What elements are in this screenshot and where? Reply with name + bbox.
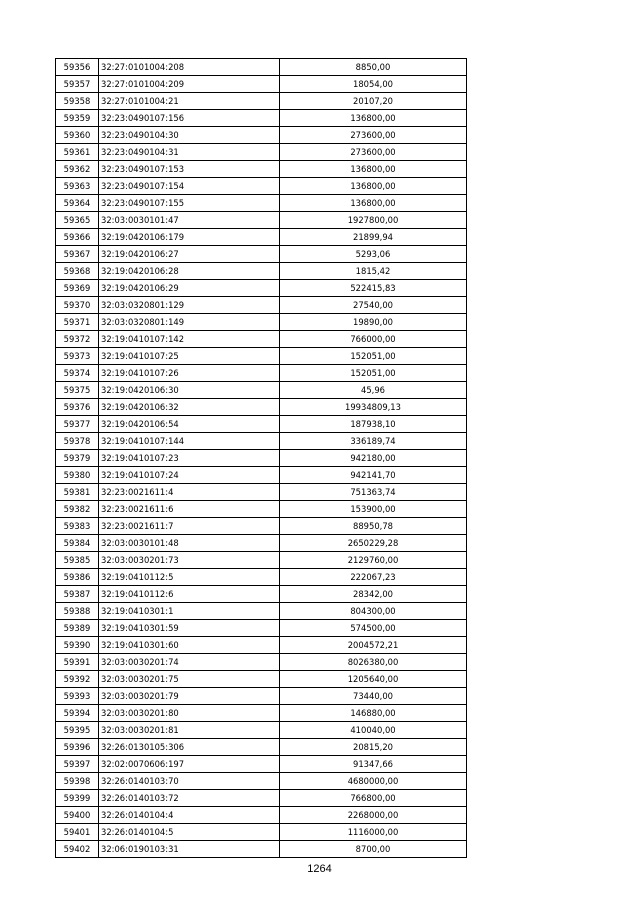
row-number-cell: 59392 [56,671,99,688]
table-row [56,76,467,93]
value-cell: 45,96 [280,382,467,399]
row-number-cell: 59389 [56,620,99,637]
row-number-cell: 59368 [56,263,99,280]
cadastral-number-cell: 32:23:0490107:153 [99,161,280,178]
cadastral-number-cell: 32:02:0070606:197 [99,756,280,773]
value-cell: 8700,00 [280,841,467,858]
cadastral-number-cell: 32:23:0490107:155 [99,195,280,212]
cadastral-number-cell: 32:23:0021611:7 [99,518,280,535]
row-number-cell: 59397 [56,756,99,773]
cadastral-number-cell: 32:19:0410301:1 [99,603,280,620]
table-row [56,399,467,416]
cadastral-number-cell: 32:26:0140103:70 [99,773,280,790]
table-row [56,212,467,229]
value-cell: 136800,00 [280,195,467,212]
row-number-cell: 59382 [56,501,99,518]
value-cell: 5293,06 [280,246,467,263]
table-row [56,467,467,484]
row-number-cell: 59378 [56,433,99,450]
table-row [56,722,467,739]
value-cell: 8850,00 [280,59,467,76]
table-row [56,756,467,773]
cadastral-number-cell: 32:23:0490104:30 [99,127,280,144]
table-row [56,348,467,365]
row-number-cell: 59388 [56,603,99,620]
row-number-cell: 59398 [56,773,99,790]
row-number-cell: 59394 [56,705,99,722]
value-cell: 73440,00 [280,688,467,705]
cadastral-number-cell: 32:19:0410112:6 [99,586,280,603]
table-row [56,688,467,705]
cadastral-number-cell: 32:26:0130105:306 [99,739,280,756]
row-number-cell: 59375 [56,382,99,399]
value-cell: 574500,00 [280,620,467,637]
row-number-cell: 59385 [56,552,99,569]
cadastral-number-cell: 32:19:0410107:142 [99,331,280,348]
row-number-cell: 59380 [56,467,99,484]
table-row [56,331,467,348]
row-number-cell: 59387 [56,586,99,603]
table-row [56,654,467,671]
cadastral-number-cell: 32:19:0410107:144 [99,433,280,450]
value-cell: 18054,00 [280,76,467,93]
row-number-cell: 59361 [56,144,99,161]
row-number-cell: 59370 [56,297,99,314]
cadastral-number-cell: 32:03:0320801:149 [99,314,280,331]
value-cell: 273600,00 [280,127,467,144]
table-row [56,144,467,161]
cadastral-number-cell: 32:03:0030201:74 [99,654,280,671]
cadastral-number-cell: 32:19:0410107:23 [99,450,280,467]
cadastral-number-cell: 32:19:0420106:179 [99,229,280,246]
row-number-cell: 59399 [56,790,99,807]
row-number-cell: 59381 [56,484,99,501]
value-cell: 187938,10 [280,416,467,433]
value-cell: 152051,00 [280,348,467,365]
row-number-cell: 59390 [56,637,99,654]
value-cell: 766000,00 [280,331,467,348]
value-cell: 88950,78 [280,518,467,535]
cadastral-number-cell: 32:19:0420106:54 [99,416,280,433]
value-cell: 2268000,00 [280,807,467,824]
row-number-cell: 59364 [56,195,99,212]
table-row [56,229,467,246]
cadastral-number-cell: 32:03:0030101:47 [99,212,280,229]
row-number-cell: 59384 [56,535,99,552]
value-cell: 804300,00 [280,603,467,620]
row-number-cell: 59379 [56,450,99,467]
row-number-cell: 59376 [56,399,99,416]
value-cell: 4680000,00 [280,773,467,790]
value-cell: 27540,00 [280,297,467,314]
table-row [56,382,467,399]
table-row [56,263,467,280]
table-row [56,841,467,858]
value-cell: 410040,00 [280,722,467,739]
cadastral-number-cell: 32:23:0021611:6 [99,501,280,518]
value-cell: 146880,00 [280,705,467,722]
row-number-cell: 59391 [56,654,99,671]
table-row [56,790,467,807]
row-number-cell: 59386 [56,569,99,586]
cadastral-number-cell: 32:03:0030201:80 [99,705,280,722]
cadastral-number-cell: 32:19:0420106:30 [99,382,280,399]
value-cell: 19890,00 [280,314,467,331]
cadastral-number-cell: 32:19:0410107:26 [99,365,280,382]
row-number-cell: 59396 [56,739,99,756]
cadastral-number-cell: 32:26:0140104:5 [99,824,280,841]
table-row [56,824,467,841]
row-number-cell: 59359 [56,110,99,127]
cadastral-number-cell: 32:23:0490104:31 [99,144,280,161]
table-row [56,110,467,127]
table-row [56,246,467,263]
value-cell: 942141,70 [280,467,467,484]
row-number-cell: 59356 [56,59,99,76]
value-cell: 20107,20 [280,93,467,110]
cadastral-number-cell: 32:03:0030201:75 [99,671,280,688]
row-number-cell: 59363 [56,178,99,195]
value-cell: 1205640,00 [280,671,467,688]
cadastral-number-cell: 32:19:0420106:29 [99,280,280,297]
value-cell: 2650229,28 [280,535,467,552]
row-number-cell: 59400 [56,807,99,824]
value-cell: 8026380,00 [280,654,467,671]
row-number-cell: 59372 [56,331,99,348]
value-cell: 222067,23 [280,569,467,586]
page-number: 1264 [307,863,332,875]
cadastral-number-cell: 32:27:0101004:208 [99,59,280,76]
table-row [56,59,467,76]
value-cell: 942180,00 [280,450,467,467]
table-row [56,297,467,314]
cadastral-number-cell: 32:19:0410107:24 [99,467,280,484]
cadastral-number-cell: 32:23:0490107:154 [99,178,280,195]
table-row [56,93,467,110]
value-cell: 28342,00 [280,586,467,603]
cadastral-number-cell: 32:19:0420106:32 [99,399,280,416]
value-cell: 136800,00 [280,110,467,127]
table-row [56,620,467,637]
value-cell: 136800,00 [280,178,467,195]
value-cell: 336189,74 [280,433,467,450]
cadastral-number-cell: 32:03:0030101:48 [99,535,280,552]
cadastral-number-cell: 32:19:0410112:5 [99,569,280,586]
cadastral-number-cell: 32:27:0101004:21 [99,93,280,110]
value-cell: 136800,00 [280,161,467,178]
value-cell: 21899,94 [280,229,467,246]
value-cell: 522415,83 [280,280,467,297]
cadastral-number-cell: 32:03:0320801:129 [99,297,280,314]
cadastral-number-cell: 32:19:0410107:25 [99,348,280,365]
value-cell: 1815,42 [280,263,467,280]
value-cell: 19934809,13 [280,399,467,416]
value-cell: 153900,00 [280,501,467,518]
row-number-cell: 59373 [56,348,99,365]
table-row [56,314,467,331]
row-number-cell: 59371 [56,314,99,331]
table-row [56,552,467,569]
table-row [56,416,467,433]
table-row [56,195,467,212]
table-row [56,773,467,790]
cadastral-number-cell: 32:19:0420106:28 [99,263,280,280]
table-row [56,518,467,535]
value-cell: 766800,00 [280,790,467,807]
cadastral-number-cell: 32:03:0030201:73 [99,552,280,569]
value-cell: 2004572,21 [280,637,467,654]
table-body [56,59,467,858]
row-number-cell: 59383 [56,518,99,535]
table-row [56,178,467,195]
data-table [55,58,467,858]
cadastral-number-cell: 32:19:0410301:60 [99,637,280,654]
table-row [56,586,467,603]
row-number-cell: 59402 [56,841,99,858]
cadastral-number-cell: 32:03:0030201:79 [99,688,280,705]
table-row [56,705,467,722]
row-number-cell: 59367 [56,246,99,263]
row-number-cell: 59358 [56,93,99,110]
table-row [56,161,467,178]
cadastral-number-cell: 32:26:0140104:4 [99,807,280,824]
table-row [56,739,467,756]
row-number-cell: 59362 [56,161,99,178]
table-row [56,535,467,552]
value-cell: 20815,20 [280,739,467,756]
cadastral-number-cell: 32:19:0410301:59 [99,620,280,637]
value-cell: 1927800,00 [280,212,467,229]
table-row [56,569,467,586]
row-number-cell: 59395 [56,722,99,739]
value-cell: 1116000,00 [280,824,467,841]
row-number-cell: 59366 [56,229,99,246]
row-number-cell: 59377 [56,416,99,433]
table-row [56,433,467,450]
table-row [56,603,467,620]
cadastral-number-cell: 32:06:0190103:31 [99,841,280,858]
cadastral-number-cell: 32:23:0490107:156 [99,110,280,127]
row-number-cell: 59365 [56,212,99,229]
row-number-cell: 59393 [56,688,99,705]
table-row [56,637,467,654]
value-cell: 152051,00 [280,365,467,382]
table-row [56,280,467,297]
cadastral-number-cell: 32:19:0420106:27 [99,246,280,263]
value-cell: 751363,74 [280,484,467,501]
table-row [56,501,467,518]
row-number-cell: 59369 [56,280,99,297]
value-cell: 273600,00 [280,144,467,161]
cadastral-number-cell: 32:03:0030201:81 [99,722,280,739]
row-number-cell: 59374 [56,365,99,382]
row-number-cell: 59357 [56,76,99,93]
row-number-cell: 59360 [56,127,99,144]
table-row [56,365,467,382]
table-row [56,671,467,688]
row-number-cell: 59401 [56,824,99,841]
table-row [56,484,467,501]
cadastral-number-cell: 32:26:0140103:72 [99,790,280,807]
value-cell: 2129760,00 [280,552,467,569]
table-row [56,127,467,144]
value-cell: 91347,66 [280,756,467,773]
table-row [56,807,467,824]
cadastral-number-cell: 32:23:0021611:4 [99,484,280,501]
table-row [56,450,467,467]
cadastral-number-cell: 32:27:0101004:209 [99,76,280,93]
